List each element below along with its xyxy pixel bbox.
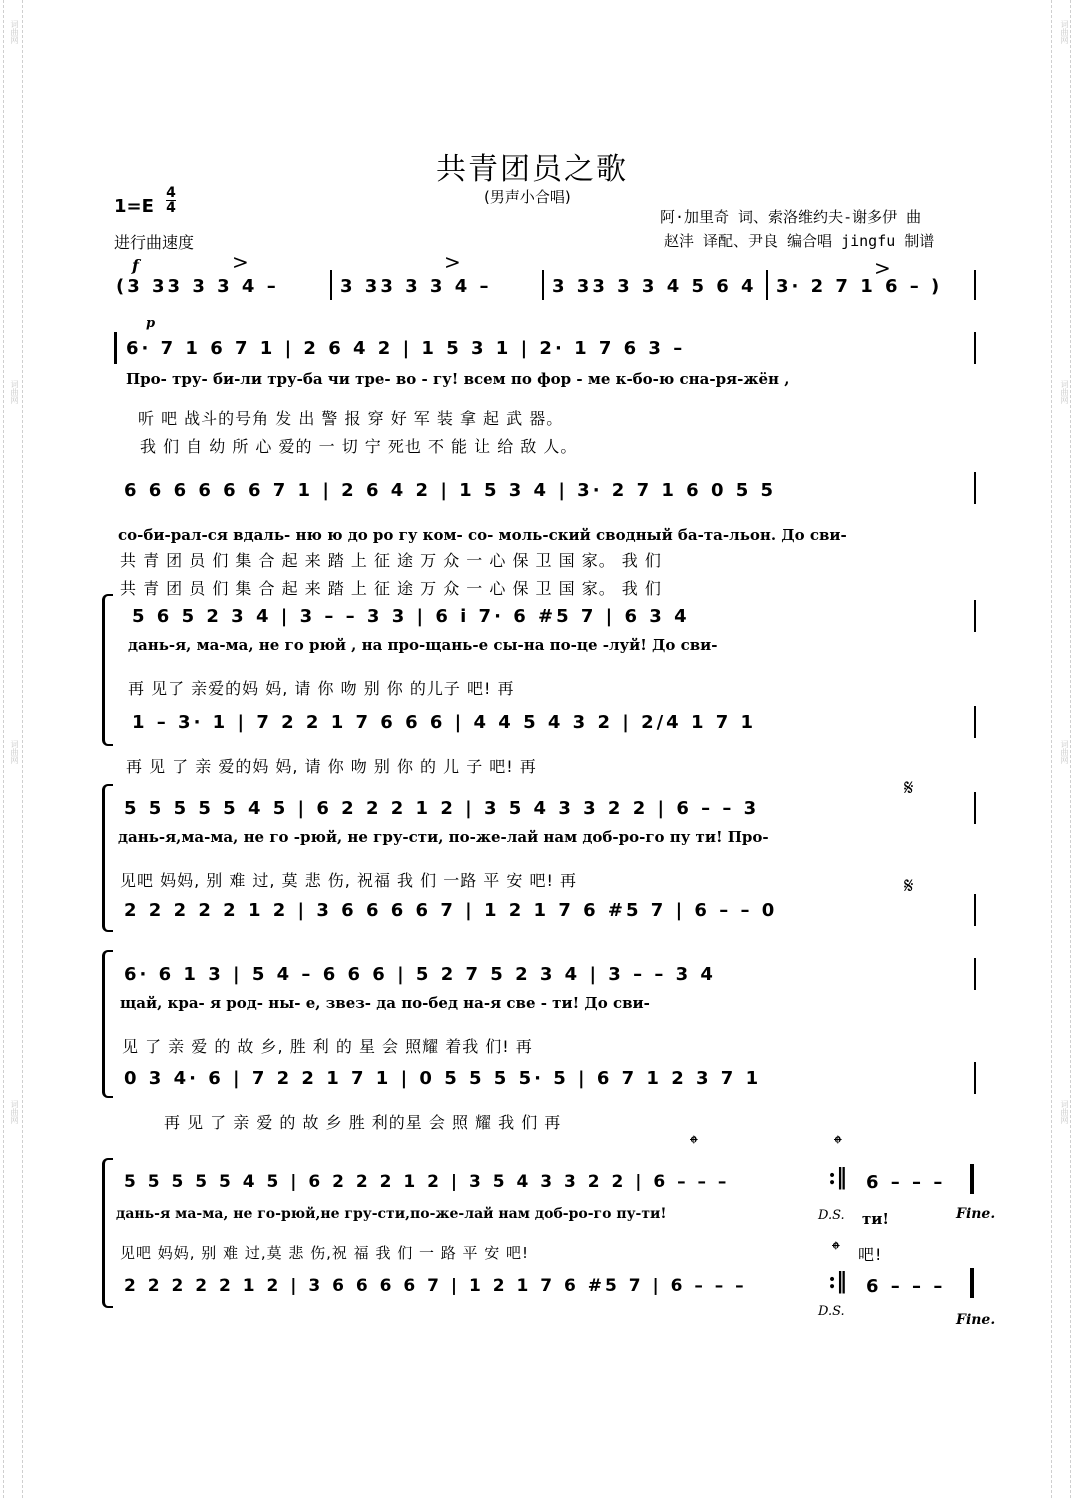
watermark-left: 词曲网 (10, 380, 19, 404)
barline (974, 894, 976, 926)
chorus4-lower-notes-ending: 6 – – – (866, 1276, 946, 1297)
chorus3-upper-notes: 6· 6 1 3 | 5 4 – 6 6 6 | 5 2 7 5 2 3 4 | 3 – – 3 4 (124, 964, 716, 985)
barline (766, 270, 768, 300)
chorus1-upper-russian: дань-я, ма-ма, не го рюй , на про-щань-е сы-на по-це -луй! До сви- (128, 636, 718, 654)
final-barline (970, 1268, 974, 1298)
dynamic-piano: p (146, 316, 156, 331)
barline (330, 270, 332, 300)
credits-line-2: 赵沣 译配、尹良 编合唱 jingfu 制谱 (664, 232, 935, 250)
song-title: 共青团员之歌 (436, 152, 628, 187)
repeat-end-sign: :‖ (828, 1268, 848, 1294)
chorus4-upper-chinese-ending: 吧! (858, 1245, 883, 1264)
watermark-right: 词曲网 (1060, 740, 1069, 764)
watermark-right: 词曲网 (1060, 380, 1069, 404)
final-barline (970, 1164, 974, 1194)
chorus2-upper-russian: дань-я,ма-ма, не го -рюй, не гру-сти, по-же-лай нам доб-ро-го пу ти! Про- (118, 828, 769, 846)
segno-symbol: 𝄋 (904, 776, 914, 801)
chorus4-lower-notes: 2 2 2 2 2 1 2 | 3 6 6 6 6 7 | 1 2 1 7 6 #5 7 | 6 – – – (124, 1276, 747, 1296)
time-signature (166, 186, 176, 215)
verse-russian-lyrics-1: Про- тру- би-ли тру-ба чи тре- во - гу! всем по фор - ме к-бо-ю сна-ря-жён , (126, 370, 790, 388)
credits-line-1: 阿·加里奇 词、索洛维约夫-谢多伊 曲 (660, 208, 922, 226)
barline (974, 472, 976, 504)
time-signature-bottom: 4 (166, 200, 176, 216)
accent-mark: > (444, 250, 461, 274)
system-bracket (102, 594, 113, 746)
coda-symbol: 𝄌 (832, 1238, 840, 1263)
chorus2-upper-chinese: 见吧 妈妈, 别 难 过, 莫 悲 伤, 祝福 我 们 一路 平 安 吧! 再 (120, 871, 577, 890)
watermark-right: 词曲网 (1060, 20, 1069, 44)
chorus3-upper-chinese: 见 了 亲 爱 的 故 乡, 胜 利 的 星 会 照耀 着我 们! 再 (122, 1037, 533, 1056)
watermark-left: 词曲网 (10, 20, 19, 44)
verse-chinese-lyrics-2: 我 们 自 幼 所 心 爱的 一 切 宁 死也 不 能 让 给 敌 人。 (140, 437, 578, 456)
verse-notes-line-1: 6· 7 1 6 7 1 | 2 6 4 2 | 1 5 3 1 | 2· 1 7 6 3 – (126, 338, 686, 359)
intro-measure-1: (3 33 3 3 4 – (116, 276, 279, 297)
barline (974, 958, 976, 990)
barline (974, 332, 976, 364)
watermark-left: 词曲网 (10, 1100, 19, 1124)
system-bracket (102, 784, 113, 932)
verse-chinese-lyrics-3: 共 青 团 员 们 集 合 起 来 踏 上 征 途 万 众 一 心 保 卫 国 家。 我 们 (120, 551, 662, 570)
system-bracket (102, 1158, 113, 1308)
accent-mark: > (874, 256, 891, 280)
chorus4-upper-notes-ending: 6 – – – (866, 1172, 946, 1193)
barline (974, 706, 976, 738)
chorus3-lower-notes: 0 3 4· 6 | 7 2 2 1 7 1 | 0 5 5 5 5· 5 | 6 7 1 2 3 7 1 (124, 1068, 762, 1089)
intro-measure-4: 3· 2 7 1 6 – ) (776, 276, 943, 297)
barline (974, 792, 976, 824)
coda-symbol: 𝄌 (690, 1132, 698, 1157)
chorus1-upper-notes: 5 6 5 2 3 4 | 3 – – 3 3 | 6 i 7· 6 #5 7 | 6 3 4 (132, 606, 690, 627)
chorus4-upper-notes: 5 5 5 5 5 4 5 | 6 2 2 2 1 2 | 3 5 4 3 3 2 2 | 6 – – – (124, 1172, 730, 1192)
repeat-end-sign: :‖ (828, 1164, 848, 1190)
time-signature-top: 4 (166, 185, 176, 201)
chorus3-upper-russian: щай, кра- я род- ны- е, звез- да по-бед на-я све - ти! До сви- (120, 994, 650, 1012)
intro-measure-3: 3 33 3 3 4 5 6 4 (552, 276, 757, 297)
chorus2-lower-notes: 2 2 2 2 2 1 2 | 3 6 6 6 6 7 | 1 2 1 7 6 #5 7 | 6 – – 0 (124, 900, 778, 921)
chorus1-upper-chinese: 再 见了 亲爱的妈 妈, 请 你 吻 别 你 的儿子 吧! 再 (128, 679, 515, 698)
verse-notes-line-2: 6 6 6 6 6 6 7 1 | 2 6 4 2 | 1 5 3 4 | 3· 2 7 1 6 0 5 5 (124, 480, 777, 501)
song-subtitle: (男声小合唱) (484, 188, 571, 206)
barline (974, 1062, 976, 1094)
watermark-right: 词曲网 (1060, 1100, 1069, 1124)
key-signature: 1=E (114, 196, 154, 217)
verse-chinese-lyrics-4: 共 青 团 员 们 集 合 起 来 踏 上 征 途 万 众 一 心 保 卫 国 家。 我 们 (120, 579, 662, 598)
barline (974, 270, 976, 300)
coda-symbol: 𝄌 (834, 1132, 842, 1157)
intro-measure-2: 3 33 3 3 4 – (340, 276, 492, 297)
tempo-marking: 进行曲速度 (114, 233, 195, 252)
accent-mark: > (232, 250, 249, 274)
watermark-left: 词曲网 (10, 740, 19, 764)
verse-russian-lyrics-2: со-би-рал-ся вдаль- ню ю до ро гу ком- со- моль-ский сводный ба-та-льон. До сви- (118, 526, 847, 544)
fine-mark: Fine. (956, 1312, 996, 1328)
chorus1-lower-chinese: 再 见 了 亲 爱的妈 妈, 请 你 吻 别 你 的 儿 子 吧! 再 (126, 757, 537, 776)
chorus4-upper-russian: дань-я ма-ма, не го-рюй,не гру-сти,по-же-лай нам доб-ро-го пу-ти! (116, 1206, 667, 1222)
repeat-start-barline (114, 332, 117, 364)
system-bracket (102, 950, 113, 1098)
dynamic-forte: f (132, 256, 139, 275)
chorus1-lower-notes: 1 – 3· 1 | 7 2 2 1 7 6 6 6 | 4 4 5 4 3 2 | 2/4 1 7 1 (132, 712, 757, 733)
segno-symbol: 𝄋 (904, 874, 914, 899)
barline (542, 270, 544, 300)
dal-segno-mark: D.S. (818, 1208, 845, 1223)
chorus4-upper-chinese: 见吧 妈妈, 别 难 过,莫 悲 伤,祝 福 我 们 一 路 平 安 吧! (120, 1244, 530, 1262)
verse-chinese-lyrics-1: 听 吧 战斗的号角 发 出 警 报 穿 好 军 装 拿 起 武 器。 (138, 409, 564, 428)
fine-mark: Fine. (956, 1206, 996, 1222)
chorus2-upper-notes: 5 5 5 5 5 4 5 | 6 2 2 2 1 2 | 3 5 4 3 3 2 2 | 6 – – 3 (124, 798, 760, 819)
chorus4-upper-russian-ending: ти! (862, 1210, 890, 1228)
dal-segno-mark: D.S. (818, 1304, 845, 1319)
barline (974, 600, 976, 632)
chorus3-lower-chinese: 再 见 了 亲 爱 的 故 乡 胜 利的星 会 照 耀 我 们 再 (164, 1113, 562, 1132)
